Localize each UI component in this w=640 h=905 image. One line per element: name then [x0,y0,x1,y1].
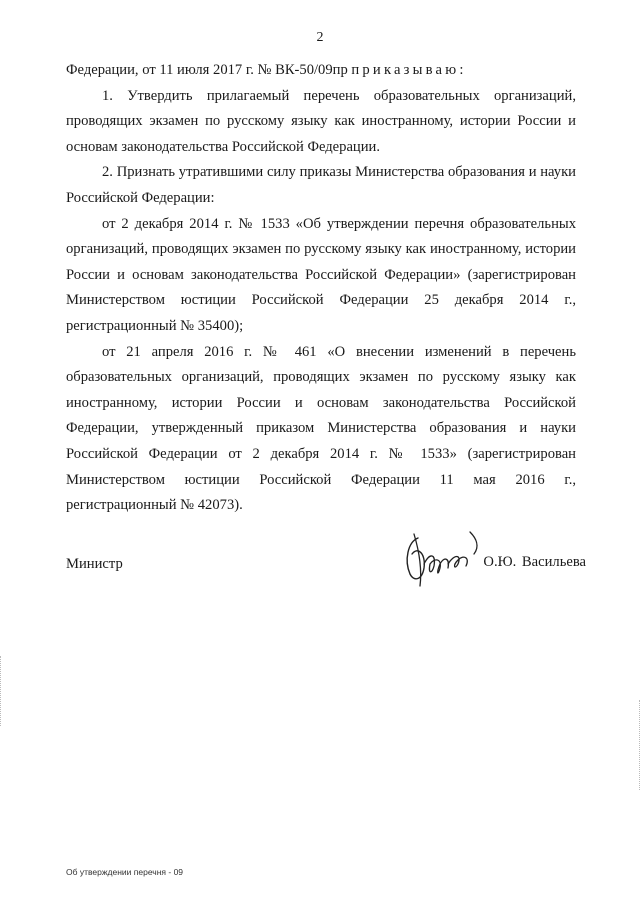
intro-line [66,58,576,84]
item-1: 1. Утвердить прилагаемый перечень образовательных организаций, проводящих экзамен по русскому языку как иностранному, истории России и основам законодательства Российской Федерации. [66,87,576,155]
handwritten-signature [400,524,490,594]
footer-note: Об утверждении перечня - 09 [66,867,184,877]
document-body [66,58,576,519]
signer-title: Министр [66,556,123,572]
page-number: 2 [316,30,324,45]
signer-name: О.Ю. Васильева [483,554,586,570]
intro-text: Федерации, от 11 июля 2017 г. № ВК-50/09пр [66,62,352,78]
sub-item-b: от 21 апреля 2016 г. № 461 «О внесении изменений в перечень образовательных организаций, проводящих экзамен по русскому языку как иностранному, истории России и основам законодательства Российской Федерации, утвержденный приказом Министерства образования и науки Российской Федерации от 2 декабря 2014 г. № 1533» (зарегистрирован Министерством юстиции Российской Федерации 11 мая 2016 г., регистрационный № 42073). [66,343,576,514]
scan-edge-mark-left [0,656,3,726]
signature-block [66,524,586,604]
sub-item-a: от 2 декабря 2014 г. № 1533 «Об утверждении перечня образовательных организаций, проводящих экзамен по русскому языку как иностранному, истории России и основам законодательства Российской Федерации» (зарегистрирован Министерством юстиции Российской Федерации 25 декабря 2014 г., регистрационный № 35400); [66,215,576,334]
order-command: приказываю: [351,62,467,78]
item-2: 2. Признать утратившими силу приказы Министерства образования и науки Российской Федерации: [66,164,576,206]
